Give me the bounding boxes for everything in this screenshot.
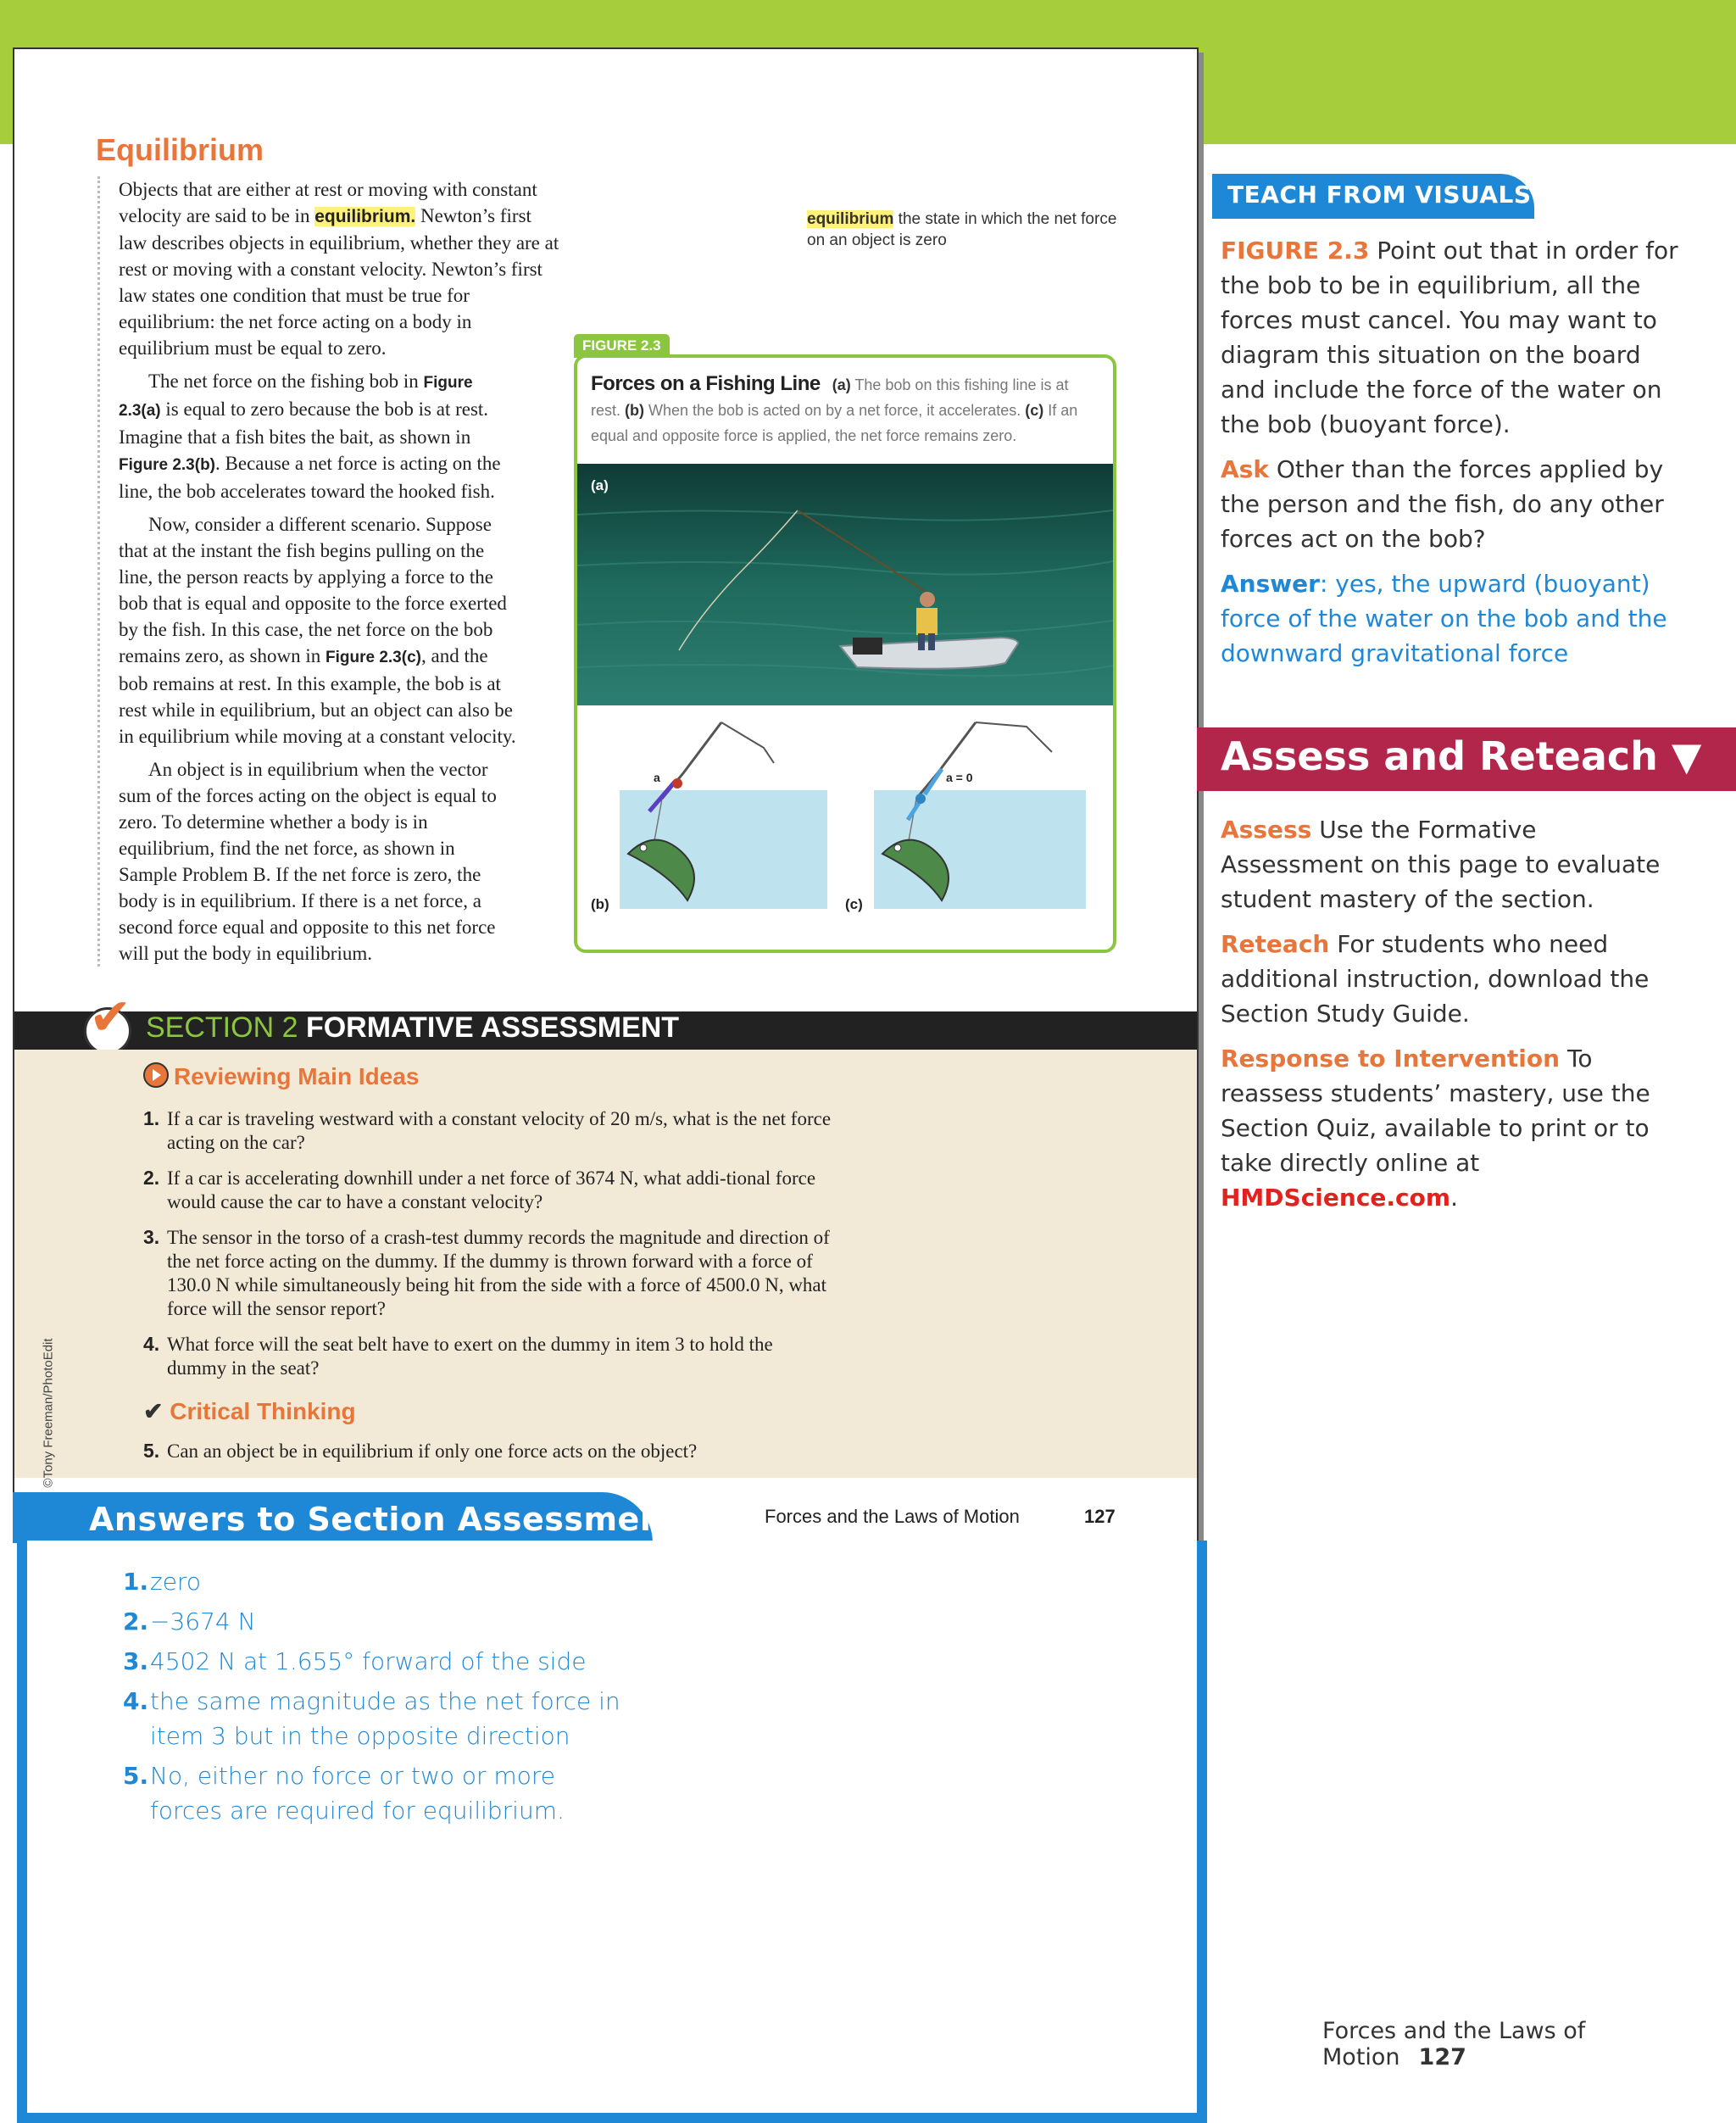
photo-label-a: (a): [591, 477, 609, 493]
figure-ref: Figure 2.3(c): [326, 649, 421, 666]
answer-note: Answer: yes, the upward (buoyant) force of the water on the bob and the downward gravitational force: [1221, 570, 1667, 667]
assessment-body: [14, 1050, 1197, 1478]
teach-notes: [1221, 233, 1683, 681]
reviewing-heading: Reviewing Main Ideas: [143, 1062, 419, 1090]
page-number: 127: [1074, 1504, 1126, 1530]
figure-ref: Figure 2.3(b): [119, 456, 216, 474]
equilibrium-body: [97, 176, 559, 967]
paragraph-4: An object is in equilibrium when the vector sum of the forces acting on the object is equal to zero. To determine whether a body is in equilibrium, find the net force, as shown in Sample Problem B. If the net force is zero, the body is in equilibrium. If there is a net force, a second force equal and opposite to this net force will put the body in equilibrium.: [119, 759, 497, 964]
assess-note: Assess Use the Formative Assessment on this page to evaluate student mastery of the section.: [1221, 816, 1661, 913]
answer-item: 2. −3674 N: [123, 1608, 256, 1635]
hmdscience-link[interactable]: HMDScience.com: [1221, 1184, 1451, 1212]
assess-reteach-title: Assess and Reteach ▼: [1221, 733, 1702, 779]
paragraph-1: Objects that are either at rest or moving with constant velocity are said to be in equilibrium. Newton’s first law describes objects in equilibrium, whether they are at rest or moving with a constant velocity. Newton’s first law states one condition that must be true for equilibrium: the net force acting on a body in equilibrium must be equal to zero.: [119, 179, 559, 359]
accel-label-c: a = 0: [946, 771, 973, 784]
question-item: 5. Can an object be in equilibrium if only one force acts on the object?: [143, 1440, 698, 1462]
checkmark-icon: ✔: [89, 988, 132, 1047]
figure-2-3: [574, 354, 1116, 953]
photo-credit: ©Tony Freeman/PhotoEdit: [41, 1338, 56, 1488]
question-item: 3. The sensor in the torso of a crash-test dummy records the magnitude and direction of the net force acting on the dummy. If the dummy is thrown forward with a force of 130.0 N while simultaneously being hit from the side with a force of 4500.0 N, what force will the sensor report?: [143, 1226, 830, 1319]
answers-title: Answers to Section Assessment: [89, 1501, 680, 1538]
fishing-photo: [577, 464, 1113, 705]
question-list: [143, 1107, 834, 1392]
glossary-definition: the state in which the net force on an object is zero: [807, 210, 1117, 249]
paragraph-2: The net force on the fishing bob in Figure 2.3(a) is equal to zero because the bob is at rest. Imagine that a fish bites the bait, as shown in Figure 2.3(b). Because a net force is acting on the line, the bob accelerates toward the hooked fish.: [119, 371, 501, 502]
ask-note: Ask Other than the forces applied by the person and the fish, do any other forces act on the bob?: [1221, 455, 1664, 553]
answer-item: 3. 4502 N at 1.655° forward of the side: [123, 1647, 587, 1675]
figure-caption: Forces on a Fishing Line (a) The bob on this fishing line is at rest. (b) When the bob is acted on by a net force, it accelerates. (c) If an equal and opposite force is applied, the net force remains zero.: [591, 372, 1078, 444]
figure-title: Forces on a Fishing Line: [591, 372, 821, 395]
figure-tab: FIGURE 2.3: [574, 334, 670, 358]
reteach-note: Reteach For students who need additional instruction, download the Section Study Guide.: [1221, 930, 1650, 1028]
glossary-term: equilibrium: [807, 210, 894, 228]
teacher-page-number: 127: [1418, 2044, 1466, 2070]
diagram-label-b: (b): [591, 896, 609, 912]
small-checkmark-icon: ✔: [143, 1398, 164, 1424]
question-item: 2. If a car is accelerating downhill under a net force of 3674 N, what addi-tional force would cause the car to have a constant velocity?: [143, 1167, 816, 1212]
glossary-note: [807, 209, 1129, 251]
rti-note: Response to Intervention To reassess students’ mastery, use the Section Quiz, available to print or to take directly online at HMDScience.com.: [1221, 1045, 1650, 1212]
accel-label-b: a: [654, 771, 660, 784]
teacher-page-footer: Forces and the Laws of Motion 127: [1322, 2018, 1586, 2070]
question-item: 1. If a car is traveling westward with a constant velocity of 20 m/s, what is the net force acting on the car?: [143, 1107, 832, 1153]
paragraph-3: Now, consider a different scenario. Suppose that at the instant the fish begins pulling on the line, the person reacts by applying a force to the bob that is equal and opposite to the force exerted by the fish. In this case, the net force on the bob remains zero, as shown in Figure 2.3(c), and the bob remains at rest. In this example, the bob is at rest while in equilibrium, but an object can also be in equilibrium while moving at a constant velocity.: [119, 514, 516, 747]
assessment-title: SECTION 2 FORMATIVE ASSESSMENT: [146, 1011, 680, 1044]
critical-question: [143, 1440, 834, 1475]
section-title: Equilibrium: [96, 132, 264, 167]
diagram-label-c: (c): [845, 896, 863, 912]
play-icon: [143, 1062, 169, 1088]
answer-item: 4. the same magnitude as the net force in item 3 but in the opposite direction: [123, 1687, 620, 1750]
question-item: 4. What force will the seat belt have to exert on the dummy in item 3 to hold the dummy in the seat?: [143, 1333, 773, 1379]
glossary-term-highlight: equilibrium.: [314, 207, 416, 226]
student-page: [13, 47, 1199, 1543]
force-diagrams: [577, 705, 1113, 950]
answer-item: 1. zero: [123, 1568, 201, 1596]
figure-ref: Figure 2.3(a): [119, 374, 473, 420]
critical-thinking-heading: ✔ Critical Thinking: [143, 1398, 356, 1424]
answers-list: [123, 1564, 632, 1833]
figure-note: FIGURE 2.3 Point out that in order for the bob to be in equilibrium, all the forces must cancel. You may want to diagram this situation on the board and include the force of the water on the bob (buoyant force).: [1221, 237, 1678, 438]
assess-notes: [1221, 812, 1683, 1225]
page-footer-title: Forces and the Laws of Motion: [765, 1506, 1020, 1527]
teach-title: TEACH FROM VISUALS: [1227, 181, 1532, 209]
answer-item: 5. No, either no force or two or more forces are required for equilibrium.: [123, 1762, 565, 1825]
fishing-photo-illustration: [577, 464, 1113, 705]
